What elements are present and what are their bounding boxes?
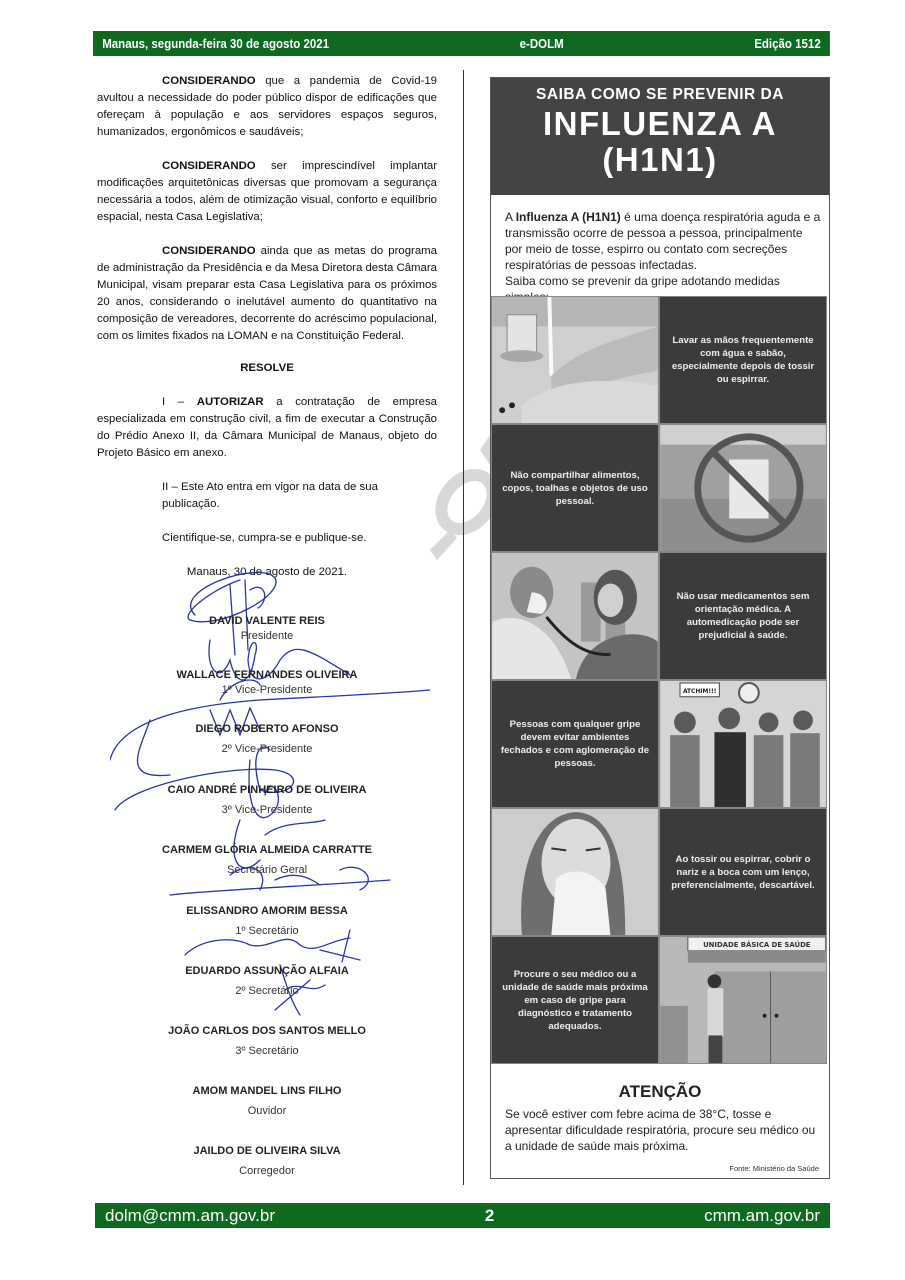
signatory-name: JOÃO CARLOS DOS SANTOS MELLO [168,1025,366,1037]
tip-see-doctor: Procure o seu médico ou a unidade de saúde mais próxima em caso de gripe para diagnóstico e tratamento adequados. [491,936,659,1064]
clinic-sign-text: UNIDADE BÁSICA DE SAÚDE [703,940,811,949]
signatory-role: 2º Secretário [235,985,299,997]
intro-line2: Saiba como se prevenir da gripe adotando medidas [505,274,780,288]
header-date: Manaus, segunda-feira 30 de agosto 2021 [102,36,330,51]
signatory-role: Ouvidor [247,1105,287,1117]
header-bar [93,31,830,56]
doctor-patient-icon [492,553,658,679]
tip-avoid-crowds: Pessoas com qualquer gripe devem evitar ambientes fechados e com aglomeração de pessoas. [491,680,659,808]
signatory-name: WALLACE FERNANDES OLIVEIRA [176,669,358,681]
crowd-sign-text: ATCHIM!!! [682,688,717,695]
footer-bar [95,1203,830,1228]
intro-bold: Influenza A (H1N1) [515,210,621,224]
health-clinic-icon [660,937,826,1063]
tip-cover-cough: Ao tossir ou espirrar, cobrir o nariz e a boca com um lenço, preferencialmente, descartável. [659,808,827,936]
signatory [97,1144,437,1178]
paragraph-lead: CONSIDERANDO [162,245,256,257]
poster-intro [505,209,823,305]
signatory [97,783,437,817]
attention-box [491,1076,829,1178]
crowd-icon [660,681,826,807]
resolve-heading [97,360,437,377]
signatory-role: 1º Vice-Presidente [221,684,313,696]
paragraph-lead: CONSIDERANDO [162,75,256,87]
signatory-role: Secretário Geral [226,864,308,876]
signatory [97,668,437,697]
signatory-role: 3º Secretário [235,1045,299,1057]
signatory [97,843,437,877]
signatory-role: 2º Vice-Presidente [221,743,313,755]
signatory-name: AMOM MANDEL LINS FILHO [192,1085,342,1097]
signatory-name: ELISSANDRO AMORIM BESSA [186,905,348,917]
intro-text: é uma doença respiratória aguda e a transmissão ocorre de pessoa a pessoa, principalmente por meio de tosse, espirro ou contato com secreções respiratórias de pessoas infectadas. [505,210,821,272]
article-1-body: a contratação de empresa especializada em construção civil, a fim de executar a Construção do Prédio Anexo II, da Câmara Municipal de Manaus, objeto do Projeto Básico em anexo. [97,396,437,459]
resolve-heading-text: RESOLVE [240,362,294,374]
article-1-prefix: I – [162,396,197,408]
signatory-role: Corregedor [239,1165,295,1177]
closing-formula: Cientifique-se, cumpra-se e publique-se. [162,532,367,544]
signatory [97,1084,437,1118]
signatory-name: DIEGO ROBERTO AFONSO [195,723,339,735]
article-1 [97,394,437,462]
poster-title-line2: INFLUENZA A [542,105,778,142]
page-number: 2 [484,1205,495,1225]
paragraph-considerando-3 [97,243,437,345]
article-2: II – Este Ato entra em vigor na data de sua publicação. [162,481,378,510]
handwashing-illustration [491,296,659,424]
poster-title-line1: SAIBA COMO SE PREVENIR DA [536,86,784,103]
header-edition: Edição 1512 [754,36,821,51]
signatory-name: CARMEM GLÓRIA ALMEIDA CARRATTE [162,844,372,856]
paragraph-lead: CONSIDERANDO [162,160,256,172]
signatory [97,722,437,756]
attention-text: Se você estiver com febre acima de 38°C, tosse e apresentar dificuldade respiratória, procure seu médico ou a unidade de saúde mais próxima. [505,1107,816,1153]
tip-no-self-medication: Não usar medicamentos sem orientação médica. A automedicação pode ser prejudicial à saúde. [659,552,827,680]
signatory-name: EDUARDO ASSUNÇÃO ALFAIA [185,965,349,977]
header-publication: e-DOLM [519,36,564,51]
legal-text-column [97,73,437,598]
paragraph-body: que a pandemia de Covid-19 avultou a necessidade do poder público dispor de edificações que ofereçam à população e aos servidores espaços seguros, humanizados, ergonômicos e saudáveis; [97,75,437,138]
footer-email[interactable]: dolm@cmm.am.gov.br [105,1205,275,1225]
place-date: Manaus, 30 de agosto de 2021. [186,566,348,578]
paragraph-considerando-1 [97,73,437,141]
signatory-role: 1º Secretário [235,925,299,937]
poster-title-line3: (H1N1) [602,141,718,178]
signatory [97,1024,437,1058]
signatory-role: 3º Vice-Presidente [221,804,313,816]
no-sharing-illustration [659,424,827,552]
tip-no-sharing: Não compartilhar alimentos, copos, toalhas e objetos de uso pessoal. [491,424,659,552]
signatory [97,904,437,938]
doctor-illustration [491,552,659,680]
prohibited-cup-icon [660,425,826,551]
paragraph-considerando-2 [97,158,437,226]
handwashing-icon [492,297,658,423]
sneezing-woman-icon [492,809,658,935]
influenza-poster [490,77,830,1179]
paragraph-body: ainda que as metas do programa de administração da Presidência e da Mesa Diretora desta Câmara Municipal, visam preparar esta Casa Legislativa para os próximos 20 anos, considerando o inelutável aumento do quantitativo na composição de vereadores, decorrente do acréscimo populacional, com os limites fixados na LOMAN e na Constituição Federal. [97,245,437,342]
clinic-illustration [659,936,827,1064]
crowd-illustration [659,680,827,808]
article-1-lead: AUTORIZAR [196,396,264,408]
signatory-name: JAILDO DE OLIVEIRA SILVA [193,1145,341,1157]
tip-wash-hands: Lavar as mãos frequentemente com água e sabão, especialmente depois de tossir ou espirrar. [659,296,827,424]
attention-title: ATENÇÃO [618,1082,702,1101]
footer-website[interactable]: cmm.am.gov.br [704,1205,820,1225]
intro-prefix: A [505,210,516,224]
signatory-name: CAIO ANDRÉ PINHEIRO DE OLIVEIRA [167,784,367,796]
poster-source: Fonte: Ministério da Saúde [729,1164,819,1173]
signatory-role: Presidente [240,630,294,642]
poster-header [491,78,829,195]
signatory [97,614,437,643]
signatory-name: DAVID VALENTE REIS [209,615,325,627]
paragraph-body: ser imprescindível implantar modificações arquitetônicas diversas que promovam a segurança necessária a todos, além de otimização visual, conforto e equilíbrio espacial, nesta Casa Legislativa; [97,160,437,223]
signatory [97,964,437,998]
sneezing-illustration [491,808,659,936]
column-divider [463,70,464,1185]
